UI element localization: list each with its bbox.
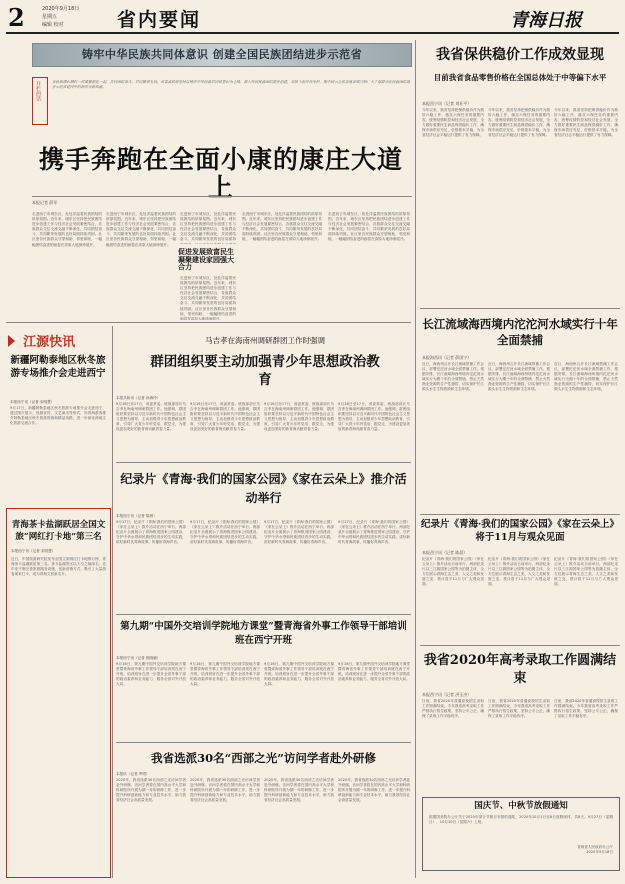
youth-kicker: 马吉孝在海南州调研群团工作时强调 (205, 336, 325, 345)
diplomacy-byline: 本报西宁讯（记者 倪晓颖） (116, 656, 161, 660)
food-safety-body-2: 今年以来，我省坚持把保供稳价作为做好六稳工作、落实六保任务的重要内容，统筹疫情防控和经济社会发展，全力做好重要民生商品保供稳价工作，确保市场供应充足、价格基本平稳，为全省经济社会平稳运行提供了有力保障。 (488, 108, 550, 138)
scholars-body-1: 2020年，我省选派30名西部之光访问学者赴外研修。访问学者将在国内高水平大学和科研院所开展为期一年的研修工作，进一步提升科研创新能力和专业技术水平，助力我省经济社会高质量发展。 (116, 778, 186, 803)
briefs-chevron-icon (8, 335, 15, 347)
youth-byline: 本报共和讯（记者 孙海玲） (116, 396, 161, 400)
documentary-body-3: 纪录片《青海·我们的国家公园》《家在云朵上》推介活动日前举行，两部纪录片以三江源国家公园等为拍摄主体，全方位展示青海生态之美、人文之美和发展之变，预计将于11月与广大观众见面。 (554, 557, 618, 587)
page-number: 2 (8, 3, 25, 32)
slogan-banner (32, 43, 412, 67)
slogan-text: 铸牢中华民族共同体意识 创建全国民族团结进步示范省 (81, 48, 363, 61)
food-safety-subhead: 目前我省食品零售价格在全国总体处于中等偏下水平 (433, 73, 607, 82)
yangtze-body-3: 近日，海西州召开长江流域禁捕工作会议，部署沱沱河水域全面禁捕工作。根据安排，长江流域海西州境内沱沱河水域实行为期十年的全面禁捕，禁止天然渔业资源的生产性捕捞，切实保护长江源头水生生物资源和生态环境。 (554, 362, 618, 392)
chaka-body: 近日，中国旅游研究院发布全国文旅网红打卡地排行榜，青海茶卡盐湖跃居第三名。茶卡盐湖景区以天空之镜闻名，近年来不断完善旅游服务设施，创新营销方式，吸引了大量游客前来打卡，成为青海文旅新名片。 (11, 557, 106, 577)
documentary-top-rule (420, 514, 620, 515)
doc-promo-body-3: 9月17日，纪录片《青海·我们的国家公园》《家在云朵上》推介活动在西宁举行。两部纪录片全面展示了青海推进国家公园建设、守护中华水塔和民族团结进步的生动实践，讲好新时代青海故事，传播好青海声音。 (264, 520, 334, 545)
lead-intro: 各民族像石榴籽一样紧紧抱在一起，共同团结奋斗、共同繁荣发展。省委省政府坚持以铸牢中华民族共同体意识为主线，深入开展民族团结进步创建，本报今起开设专栏，集中展示全省各地各部门和广大干部群众在民族团结进步示范省建设中的新作为新成就。 (52, 80, 410, 90)
doc-promo-body-4: 9月17日，纪录片《青海·我们的国家公园》《家在云朵上》推介活动在西宁举行。两部纪录片全面展示了青海推进国家公园建设、守护中华水塔和民族团结进步的生动实践，讲好新时代青海故事，传播好青海声音。 (338, 520, 410, 545)
lead-body-col-5: 走进西宁市城东区，处处洋溢着民族团结的浓厚氛围。近年来，城东区坚持把民族团结进步创建工作与经济社会发展紧密结合，各族群众交往交流交融不断深化，共同团结奋斗、共同繁荣发展的良好局面持续巩固。社区里各民族群众守望相助，邻里和睦，一幅幅团结奋进的画卷在高原大地徐徐展开。 (328, 212, 410, 242)
lead-byline: 本报记者 薛军 (32, 200, 58, 205)
yangtze-top-rule (420, 308, 620, 309)
doc-promo-body-1: 9月17日，纪录片《青海·我们的国家公园》《家在云朵上》推介活动在西宁举行。两部纪录片全面展示了青海推进国家公园建设、守护中华水塔和民族团结进步的生动实践，讲好新时代青海故事，传播好青海声音。 (116, 520, 186, 545)
food-safety-byline: 本报西宁讯（记者 刘亚平） (422, 101, 472, 106)
holiday-notice-signature: 青海省人民政府办公厅 (577, 845, 613, 850)
scholars-headline: 我省选派30名“西部之光”访问学者赴外研修 (151, 751, 376, 765)
youth-body-1: 9月16日至17日，省委常委、统战部部长马吉孝在海南州调研群团工作。他强调，群团组织要坚持以习近平新时代中国特色社会主义思想为指导，主动加强青少年思想政治教育，引导广大青少年听党话、跟党走，为建设更加美好的新青海贡献青春力量。 (116, 402, 186, 432)
youth-body-3: 9月16日至17日，省委常委、统战部部长马吉孝在海南州调研群团工作。他强调，群团组织要坚持以习近平新时代中国特色社会主义思想为指导，主动加强青少年思想政治教育，引导广大青少年听党话、跟党走，为建设更加美好的新青海贡献青春力量。 (264, 402, 334, 432)
chaka-headline: 青海茶卡盐湖跃居全国文旅“网红打卡地”第三名 (11, 520, 106, 542)
gaokao-top-rule (420, 645, 620, 646)
briefs-column-title: 江源快讯 (23, 335, 76, 350)
column-tag-label: 开栏的话 (35, 81, 41, 101)
briefs-top-rule (6, 322, 411, 323)
lead-subhead: 促进发展致富民生 凝聚建设家园强大合力 (178, 247, 234, 272)
paper-name: 青海日报 (510, 10, 582, 31)
gaokao-headline: 我省2020年高考录取工作圆满结束 (423, 653, 617, 686)
documentary-byline: 本报西宁讯（记者 陈晨） (422, 550, 468, 555)
masthead (0, 0, 625, 34)
diplomacy-body-1: 9月16日，第九期中国外交培训学院地方课堂暨青海省外事工作领导干部培训班在西宁开班。培训班旨在进一步提升全省外事干部的政治素养和业务能力，服务全省对外开放大局。 (116, 662, 186, 687)
chaka-byline: 本报西宁讯（记者 宋明慧） (11, 549, 56, 553)
food-safety-body-3: 今年以来，我省坚持把保供稳价作为做好六稳工作、落实六保任务的重要内容，统筹疫情防控和经济社会发展，全力做好重要民生商品保供稳价工作，确保市场供应充足、价格基本平稳，为全省经济社会平稳运行提供了有力保障。 (554, 108, 618, 138)
youth-body-4: 9月16日至17日，省委常委、统战部部长马吉孝在海南州调研群团工作。他强调，群团组织要坚持以习近平新时代中国特色社会主义思想为指导，主动加强青少年思想政治教育，引导广大青少年听党话、跟党走，为建设更加美好的新青海贡献青春力量。 (338, 402, 410, 432)
lead-body-col-3b: 走进西宁市城东区，处处洋溢着民族团结的浓厚氛围。近年来，城东区坚持把民族团结进步创建工作与经济社会发展紧密结合，各族群众交往交流交融不断深化，共同团结奋斗、共同繁荣发展的良好局面持续巩固。社区里各民族群众守望相助，邻里和睦，一幅幅团结奋进的画卷在高原大地徐徐展开。 (180, 276, 236, 320)
holiday-notice-headline: 国庆节、中秋节放假通知 (474, 801, 568, 811)
doc-promo-headline: 纪录片《青海·我们的国家公园》《家在云朵上》推介活动举行 (120, 472, 407, 505)
scholars-body-2: 2020年，我省选派30名西部之光访问学者赴外研修。访问学者将在国内高水平大学和科研院所开展为期一年的研修工作，进一步提升科研创新能力和专业技术水平，助力我省经济社会高质量发展。 (190, 778, 260, 803)
diplomacy-headline: 第九期“中国外交培训学院地方课堂”暨青海省外事工作领导干部培训班在西宁开班 (120, 621, 407, 646)
scholars-byline: 本报讯（记者 罗珺） (116, 772, 150, 776)
holiday-notice-box (422, 797, 620, 871)
lead-headline: 携手奔跑在全面小康的康庄大道上 (38, 145, 403, 202)
scholars-top-rule (116, 742, 411, 743)
food-safety-body-1: 今年以来，我省坚持把保供稳价作为做好六稳工作、落实六保任务的重要内容，统筹疫情防控和经济社会发展，全力做好重要民生商品保供稳价工作，确保市场供应充足、价格基本平稳，为全省经济社会平稳运行提供了有力保障。 (422, 108, 484, 138)
holiday-notice-body: 根据国务院办公厅关于2020年部分节假日安排的通知，2020年10月1日至8日放假调休，共8天。9月27日（星期日）、10月10日（星期六）上班。 (429, 815, 613, 825)
scholars-body-3: 2020年，我省选派30名西部之光访问学者赴外研修。访问学者将在国内高水平大学和科研院所开展为期一年的研修工作，进一步提升科研创新能力和专业技术水平，助力我省经济社会高质量发展。 (264, 778, 334, 803)
gaokao-body-1: 日前，我省2020年普通高校招生录取工作圆满结束。今年我省高考录取工作严格执行招生政策，坚持公平公正，确保了录取工作平稳有序。 (422, 699, 484, 719)
lead-top-rule (32, 196, 412, 197)
youth-headline: 群团组织要主动加强青少年思想政治教育 (150, 354, 380, 388)
lead-body-col-3: 走进西宁市城东区，处处洋溢着民族团结的浓厚氛围。近年来，城东区坚持把民族团结进步创建工作与经济社会发展紧密结合，各族群众交往交流交融不断深化，共同团结奋斗、共同繁荣发展的良好局面持 (180, 212, 236, 242)
diplomacy-body-4: 9月16日，第九期中国外交培训学院地方课堂暨青海省外事工作领导干部培训班在西宁开班。培训班旨在进一步提升全省外事干部的政治素养和业务能力，服务全省对外开放大局。 (338, 662, 410, 682)
diplomacy-top-rule (116, 614, 411, 615)
yangtze-body-2: 近日，海西州召开长江流域禁捕工作会议，部署沱沱河水域全面禁捕工作。根据安排，长江流域海西州境内沱沱河水域实行为期十年的全面禁捕，禁止天然渔业资源的生产性捕捞，切实保护长江源头水生生物资源和生态环境。 (488, 362, 550, 392)
lead-body-col-2: 走进西宁市城东区，处处洋溢着民族团结的浓厚氛围。近年来，城东区坚持把民族团结进步创建工作与经济社会发展紧密结合，各族群众交往交流交融不断深化，共同团结奋斗、共同繁荣发展的良好局面持续巩固。社区里各民族群众守望相助，邻里和睦，一幅幅团结奋进的画卷在高原大地徐徐展开。 (106, 212, 176, 247)
lead-body-col-1: 走进西宁市城东区，处处洋溢着民族团结的浓厚氛围。近年来，城东区坚持把民族团结进步创建工作与经济社会发展紧密结合，各族群众交往交流交融不断深化，共同团结奋斗、共同繁荣发展的良好局面持续巩固。社区里各民族群众守望相助，邻里和睦，一幅幅团结奋进的画卷在高原大地徐徐展开。 (32, 212, 102, 247)
diplomacy-body-3: 9月16日，第九期中国外交培训学院地方课堂暨青海省外事工作领导干部培训班在西宁开班。培训班旨在进一步提升全省外事干部的政治素养和业务能力，服务全省对外开放大局。 (264, 662, 334, 687)
issue-editor: 编辑 校对 (42, 22, 64, 28)
jianghuai-byline: 本报西宁讯（记者 宋明慧） (10, 400, 55, 404)
documentary-body-1: 纪录片《青海·我们的国家公园》《家在云朵上》推介活动日前举行，两部纪录片以三江源国家公园等为拍摄主体，全方位展示青海生态之美、人文之美和发展之变，预计将于11月与广大观众见面。 (422, 557, 484, 587)
yangtze-byline: 本报海西讯（记者 薛国宁） (422, 355, 472, 360)
doc-promo-top-rule (116, 462, 411, 463)
youth-body-2: 9月16日至17日，省委常委、统战部部长马吉孝在海南州调研群团工作。他强调，群团组织要坚持以习近平新时代中国特色社会主义思想为指导，主动加强青少年思想政治教育，引导广大青少年听党话、跟党走，为建设更加美好的新青海贡献青春力量。 (190, 402, 260, 432)
masthead-rule (6, 32, 619, 34)
column-rule-right (415, 40, 416, 878)
lead-body-col-4: 走进西宁市城东区，处处洋溢着民族团结的浓厚氛围。近年来，城东区坚持把民族团结进步创建工作与经济社会发展紧密结合，各族群众交往交流交融不断深化，共同团结奋斗、共同繁荣发展的良好局面持续巩固。社区里各民族群众守望相助，邻里和睦，一幅幅团结奋进的画卷在高原大地徐徐展开。 (242, 212, 322, 242)
documentary-body-2: 纪录片《青海·我们的国家公园》《家在云朵上》推介活动日前举行，两部纪录片以三江源国家公园等为拍摄主体，全方位展示青海生态之美、人文之美和发展之变，预计将于11月与广大观众见面。 (488, 557, 550, 587)
issue-date: 2020年9月18日 (42, 6, 80, 12)
section-title: 省内要闻 (117, 9, 202, 31)
yangtze-body-1: 近日，海西州召开长江流域禁捕工作会议，部署沱沱河水域全面禁捕工作。根据安排，长江流域海西州境内沱沱河水域实行为期十年的全面禁捕，禁止天然渔业资源的生产性捕捞，切实保护长江源头水生生物资源和生态环境。 (422, 362, 484, 392)
jianghuai-headline: 新疆阿勒泰地区秋冬旅游专场推介会走进西宁 (10, 355, 106, 379)
scholars-body-4: 2020年，我省选派30名西部之光访问学者赴外研修。访问学者将在国内高水平大学和科研院所开展为期一年的研修工作，进一步提升科研创新能力和专业技术水平，助力我省经济社会高质量发展。 (338, 778, 410, 803)
column-tag (32, 77, 48, 125)
food-safety-headline: 我省保供稳价工作成效显现 (436, 47, 604, 63)
gaokao-byline: 本报西宁讯（记者 洪玉杰） (422, 692, 472, 697)
documentary-headline: 纪录片《青海·我们的国家公园》《家在云朵上》将于11月与观众见面 (420, 519, 620, 543)
chaka-box (6, 508, 111, 878)
diplomacy-body-2: 9月16日，第九期中国外交培训学院地方课堂暨青海省外事工作领导干部培训班在西宁开班。培训班旨在进一步提升全省外事干部的政治素养和业务能力，服务全省对外开放大局。 (190, 662, 260, 687)
jianghuai-body: 9月17日，新疆阿勒泰地区秋冬旅游专场推介会走进西宁，通过图片展示、视频宣传、文艺演出等形式，向青海游客推介阿勒泰地区秋冬旅游资源和精品线路，进一步深化两地文化旅游交流合作。 (10, 406, 106, 426)
doc-promo-body-2: 9月17日，纪录片《青海·我们的国家公园》《家在云朵上》推介活动在西宁举行。两部纪录片全面展示了青海推进国家公园建设、守护中华水塔和民族团结进步的生动实践，讲好新时代青海故事，传播好青海声音。 (190, 520, 260, 545)
briefs-column-header (8, 330, 108, 350)
holiday-notice-date: 2020年9月18日 (586, 850, 613, 855)
doc-promo-byline: 本报西宁讯（记者 陈晨） (116, 514, 157, 518)
gaokao-body-3: 日前，我省2020年普通高校招生录取工作圆满结束。今年我省高考录取工作严格执行招生政策，坚持公平公正，确保了录取工作平稳有序。 (554, 699, 618, 719)
issue-weekday: 星期五 (42, 14, 58, 20)
yangtze-headline: 长江流域海西境内沱沱河水域实行十年全面禁捕 (422, 317, 618, 347)
column-rule-left (112, 326, 113, 878)
gaokao-body-2: 日前，我省2020年普通高校招生录取工作圆满结束。今年我省高考录取工作严格执行招生政策，坚持公平公正，确保了录取工作平稳有序。 (488, 699, 550, 719)
